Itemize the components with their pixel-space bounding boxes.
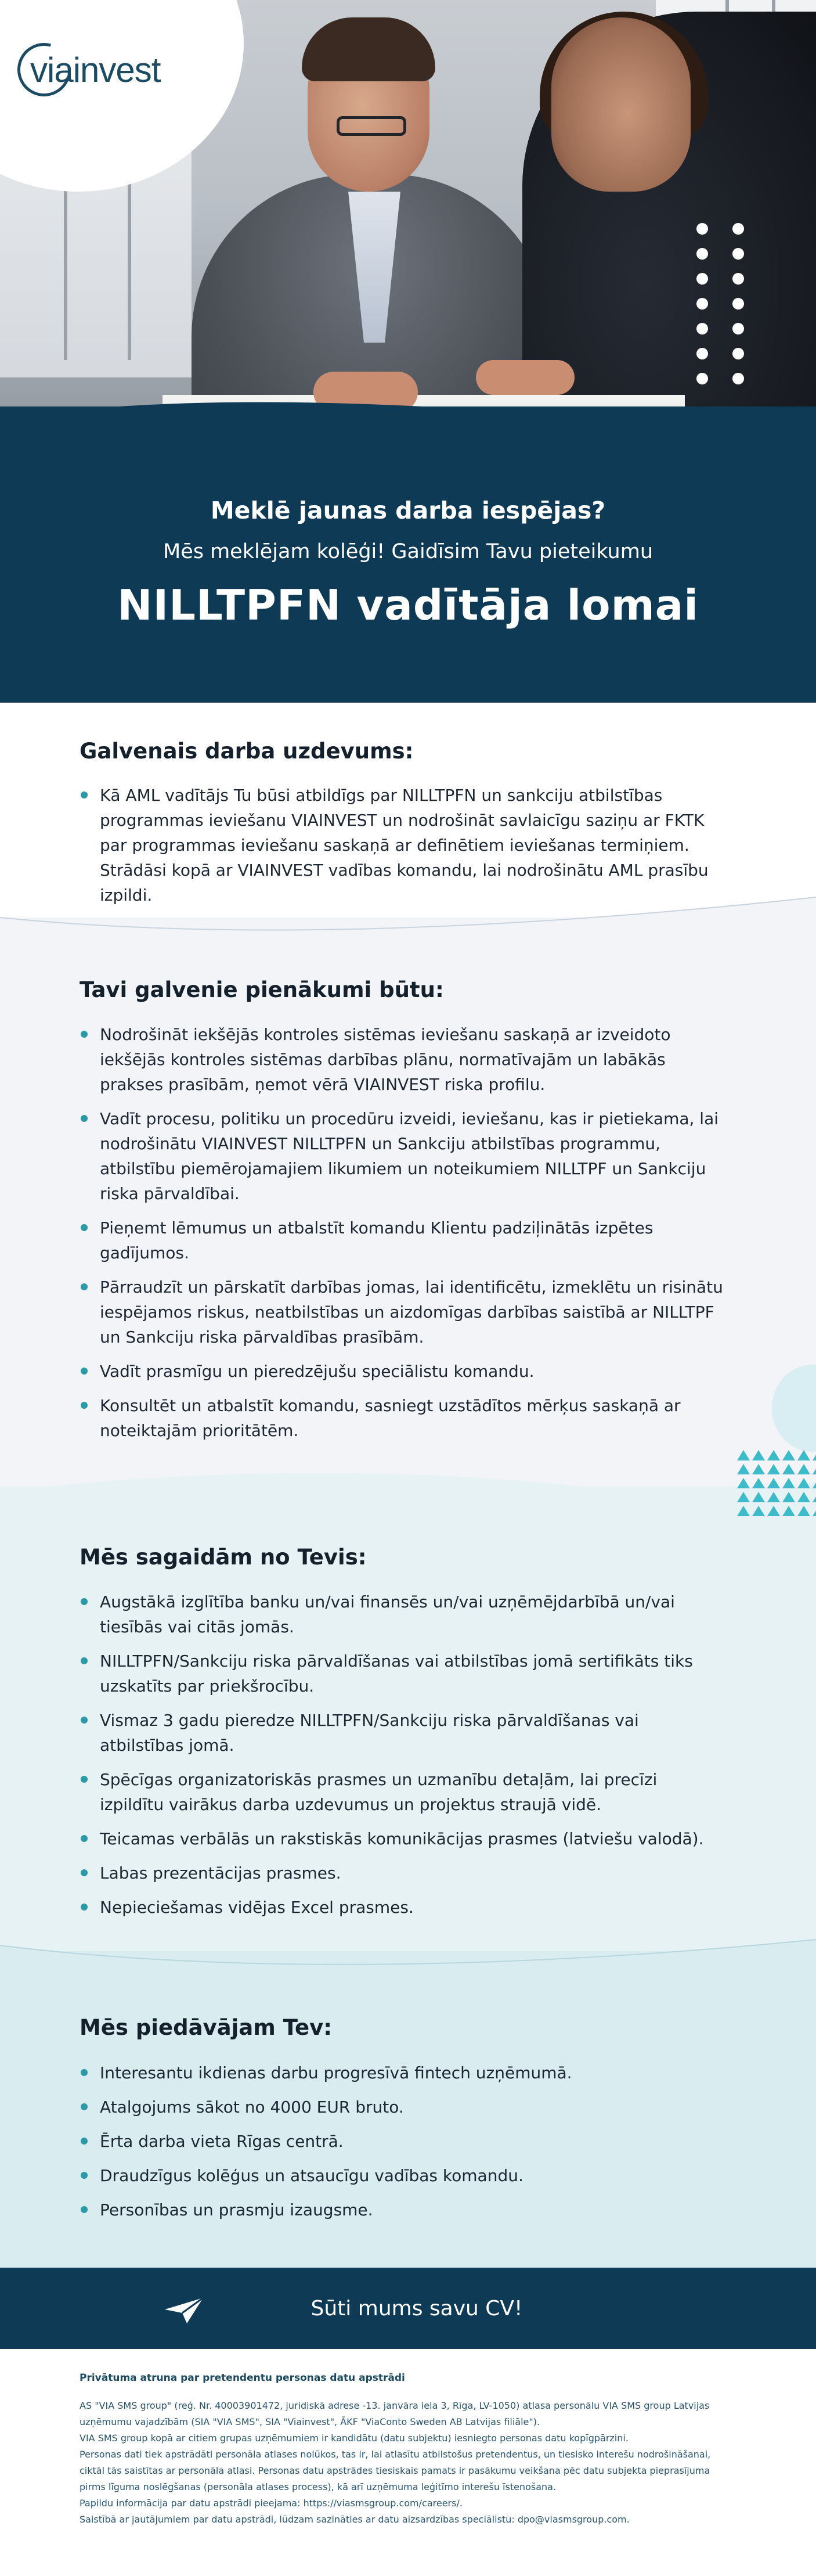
list-item: Interesantu ikdienas darbu progresīvā fintech uzņēmumā. (80, 2060, 724, 2085)
list-item: Vismaz 3 gadu pieredze NILLTPFN/Sankciju riska pārvaldīšanas vai atbilstības jomā. (80, 1708, 724, 1758)
privacy-notice (80, 2372, 735, 2528)
offer-list (80, 2060, 724, 2232)
list-item: Spēcīgas organizatoriskās prasmes un uzmanību detaļām, lai precīzi izpildītu vairākus darba uzdevumus un projektus straujā vidē. (80, 1767, 724, 1817)
list-item: Teicamas verbālās un rakstiskās komunikācijas prasmes (latviešu valodā). (80, 1826, 724, 1851)
list-item: Nepieciešamas vidējas Excel prasmes. (80, 1895, 724, 1920)
hero-question: Meklē jaunas darba iespējas? (210, 497, 606, 524)
privacy-contact-email[interactable]: Saistībā ar jautājumiem par datu apstrādi, lūdzam sazināties ar datu aizsardzības speciālistu: dpo@viasmsgroup.com. (80, 2514, 630, 2525)
send-cv-link[interactable]: Sūti mums savu CV! (310, 2296, 523, 2320)
list-item: Augstākā izglītība banku un/vai finansēs un/vai uzņēmējdarbībā un/vai tiesībās vai citās jomās. (80, 1589, 724, 1639)
list-item: Labas prezentācijas prasmes. (80, 1861, 724, 1886)
decor-dots (696, 223, 749, 384)
section-heading-main-task: Galvenais darba uzdevums: (80, 739, 414, 764)
list-item: Vadīt prasmīgu un pieredzējušu speciālistu komandu. (80, 1359, 724, 1384)
wave-divider (0, 1463, 816, 1510)
list-item: Pārraudzīt un pārskatīt darbības jomas, lai identificētu, izmeklētu un risinātu iespējamos riskus, neatbilstības un aizdomīgas darbības saistībā ar NILLTPF un Sankciju riska pārvaldības prasībām. (80, 1275, 724, 1350)
privacy-heading: Privātuma atruna par pretendentu personas datu apstrādi (80, 2372, 405, 2384)
main-task-list (80, 783, 724, 917)
list-item: Konsultēt un atbalstīt komandu, sasniegt uzstādītos mērķus saskaņā ar noteiktajām prioritātēm. (80, 1393, 724, 1443)
section-heading-duties: Tavi galvenie pienākumi būtu: (80, 977, 444, 1002)
list-item: Pieņemt lēmumus un atbalstīt komandu Klientu padziļinātās izpētes gadījumos. (80, 1215, 724, 1265)
list-item: Personības un prasmju izaugsme. (80, 2197, 724, 2222)
wave-divider (0, 1934, 816, 1974)
hero-title: NILLTPFN vadītāja lomai (117, 581, 699, 629)
privacy-paragraph: Personas dati tiek apstrādāti personāla atlases nolūkos, tas ir, lai atlasītu atbilstošus pretendentus, un tiesisko interešu nodrošināšanai, ciktāl tās saistītas ar personāla atlasi. Personas datu apstrādes tiesiskais pamats ir pasākumu veikšana pēc datu subjekta pieprasījuma pirms līguma noslēgšanas (personāla atlases process), kā arī uzņēmuma leģitīmo interešu īstenošana. (80, 2449, 711, 2492)
list-item: Nodrošināt iekšējās kontroles sistēmas ieviešanu saskaņā ar izveidoto iekšējās kontroles sistēmas darbības plānu, normatīvajām un labākās prakses prasībām, ņemot vērā VIAINVEST riska profilu. (80, 1022, 724, 1097)
logo-mark-icon (8, 33, 81, 106)
list-item: Atalgojums sākot no 4000 EUR bruto. (80, 2095, 724, 2120)
list-item: NILLTPFN/Sankciju riska pārvaldīšanas vai atbilstības jomā sertifikāts tiks uzskatīts par priekšrocību. (80, 1649, 724, 1699)
section-heading-expect: Mēs sagaidām no Tevis: (80, 1545, 367, 1570)
list-item: Kā AML vadītājs Tu būsi atbildīgs par NILLTPFN un sankciju atbilstības programmas ieviešanu VIAINVEST un nodrošināt savlaicīgu saziņu ar FKTK par programmas ieviešanu saskaņā ar definētiem ieviešanas termiņiem. Strādāsi kopā ar VIAINVEST vadības komandu, lai nodrošinātu AML prasību izpildi. (80, 783, 724, 908)
send-cv-banner[interactable] (0, 2268, 816, 2349)
logo-text: viainvest (30, 50, 161, 89)
list-item: Draudzīgus kolēģus un atsaucīgu vadības komandu. (80, 2163, 724, 2188)
privacy-paragraph: VIA SMS group kopā ar citiem grupas uzņēmumiem ir kandidātu (datu subjektu) iesniegto personas datu kopīgpārzini. (80, 2433, 629, 2444)
privacy-paragraph: AS "VIA SMS group" (reģ. Nr. 40003901472, juridiskā adrese -13. janvāra iela 3, Rīga, LV-1050) atlasa personālu VIA SMS group Latvijas uzņēmumu vajadzībām (SIA "VIA SMS", SIA "Viainvest", ĀKF "ViaConto Sweden AB Latvijas filiāle"). (80, 2400, 710, 2427)
duties-list (80, 1022, 724, 1452)
logo[interactable] (17, 43, 160, 96)
section-heading-offer: Mēs piedāvājam Tev: (80, 2015, 333, 2040)
hero (0, 0, 816, 703)
privacy-careers-link[interactable]: Papildu informācija par datu apstrādi pieejama: https://viasmsgroup.com/careers/. (80, 2498, 463, 2509)
list-item: Ērta darba vieta Rīgas centrā. (80, 2129, 724, 2154)
hero-subtitle: Mēs meklējam kolēģi! Gaidīsim Tavu pieteikumu (163, 540, 653, 563)
expect-list (80, 1589, 724, 1929)
decor-triangles (737, 1450, 816, 1516)
list-item: Vadīt procesu, politiku un procedūru izveidi, ieviešanu, kas ir pietiekama, lai nodrošinātu VIAINVEST NILLTPFN un Sankciju atbilstības programmu, atbilstību piemērojamajiem likumiem un noteikumiem NILLTPF un Sankciju riska pārvaldībai. (80, 1106, 724, 1206)
